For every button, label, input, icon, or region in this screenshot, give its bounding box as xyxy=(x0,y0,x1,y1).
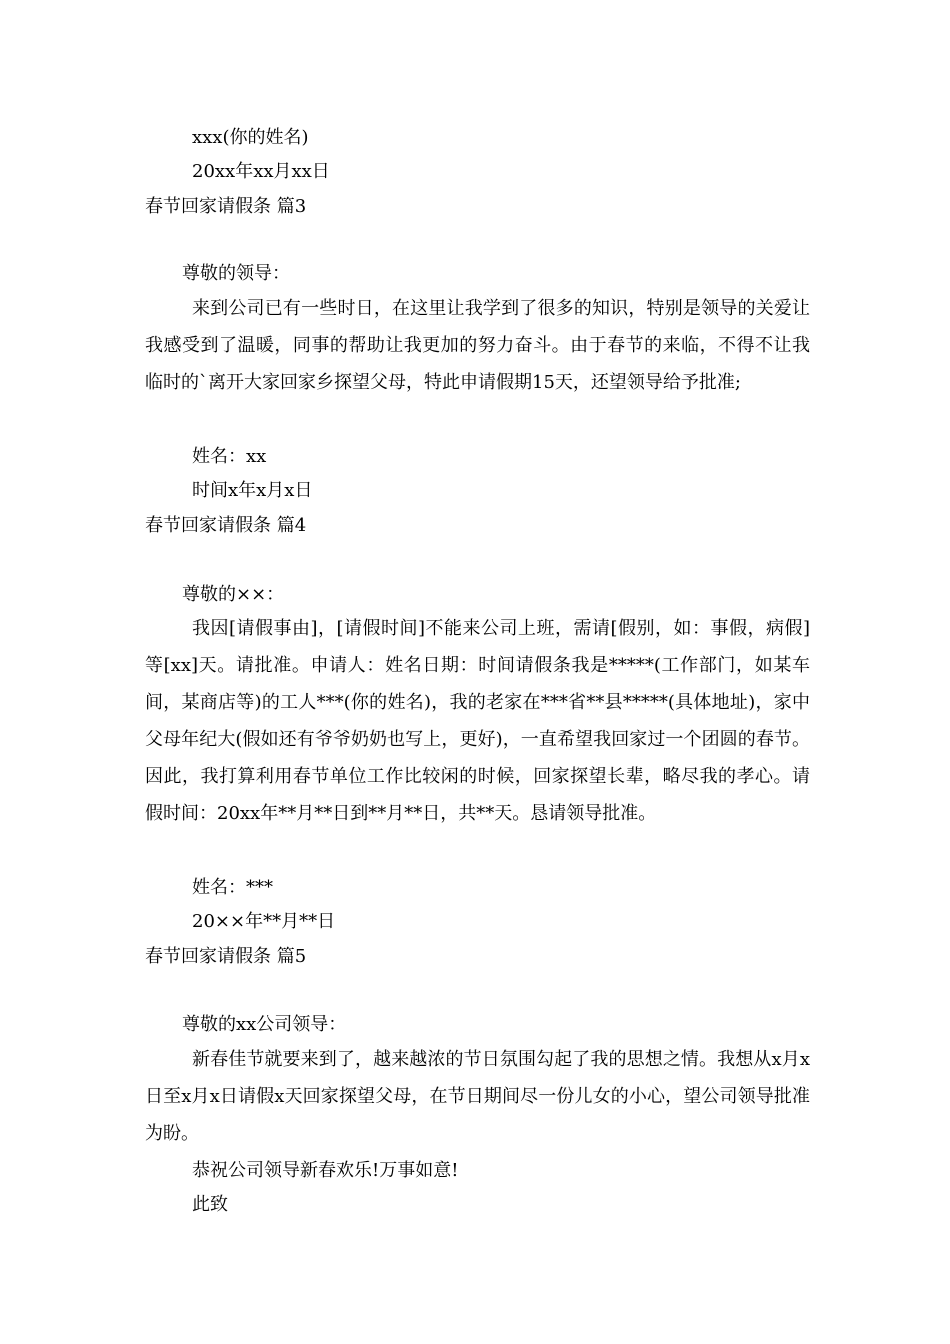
letter-body-5: 新春佳节就要来到了，越来越浓的节日氛围勾起了我的思想之情。我想从x月x日至x月x日请假x天回家探望父母，在节日期间尽一份儿女的小心，望公司领导批准为盼。 xyxy=(145,1049,810,1144)
wishes-line: 恭祝公司领导新春欢乐!万事如意! xyxy=(192,1160,459,1181)
letter-body-3: 来到公司已有一些时日，在这里让我学到了很多的知识，特别是领导的关爱让我感受到了温暖，同事的帮助让我更加的努力奋斗。由于春节的来临，不得不让我临时的`离开大家回家乡探望父母，特此申请假期15天，还望领导给予批准; xyxy=(145,298,810,393)
signature-name: xxx(你的姓名) xyxy=(192,127,309,148)
salutation-3: 尊敬的领导： xyxy=(182,263,290,284)
signature-date-4: 20××年**月**日 xyxy=(192,911,336,932)
section-heading-5: 春节回家请假条 篇5 xyxy=(145,946,307,967)
section-heading-4: 春节回家请假条 篇4 xyxy=(145,515,307,536)
letter-body-4: 我因[请假事由]，[请假时间]不能来公司上班，需请[假别，如：事假，病假]等[xx]天。请批准。申请人：姓名日期：时间请假条我是*****(工作部门，如某车间，某商店等)的工人***(你的姓名)，我的老家在***省**县*****(具体地址)，家中父母年纪大(假如还有爷爷奶奶也写上，更好)，一直希望我回家过一个团圆的春节。因此，我打算利用春节单位工作比较闲的时候，回家探望长辈，略尽我的孝心。请假时间：20xx年**月**日到**月**日，共**天。恳请领导批准。 xyxy=(145,618,810,824)
salutation-4: 尊敬的××： xyxy=(182,584,285,605)
signature-name-3: 姓名：xx xyxy=(192,446,267,467)
signature-date: 20xx年xx月xx日 xyxy=(192,161,330,182)
section-heading-3: 春节回家请假条 篇3 xyxy=(145,196,307,217)
salutation-5: 尊敬的xx公司领导： xyxy=(182,1014,347,1035)
signature-date-3: 时间x年x月x日 xyxy=(192,480,313,501)
signature-name-4: 姓名：*** xyxy=(192,877,273,898)
closing-line: 此致 xyxy=(192,1194,228,1215)
